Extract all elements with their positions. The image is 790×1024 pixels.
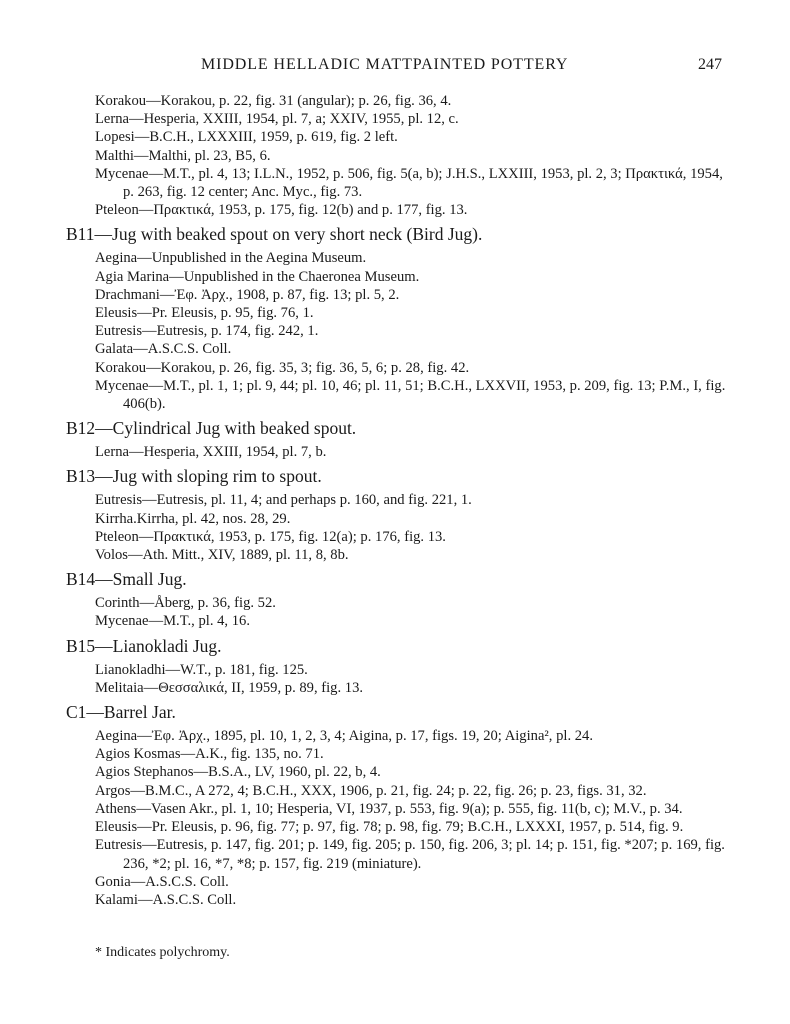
- section-heading: B14—Small Jug.: [66, 569, 187, 590]
- catalogue-entry: [0, 661, 728, 679]
- site-name: Malthi—: [95, 147, 149, 164]
- site-name: Eutresis—: [95, 492, 157, 509]
- site-name: Melitaia—: [95, 679, 159, 696]
- bibliographic-reference: Eutresis, pl. 11, 4; and perhaps p. 160, and fig. 221, 1.: [156, 492, 472, 509]
- bibliographic-reference: Hesperia, XXIII, 1954, pl. 7, b.: [143, 444, 327, 461]
- bibliographic-reference: B.S.A., LV, 1960, pl. 22, b, 4.: [208, 764, 381, 781]
- footnote: * Indicates polychromy.: [95, 945, 230, 960]
- site-name: Agios Stephanos—: [95, 764, 209, 781]
- bibliographic-reference: M.T., pl. 4, 16.: [163, 613, 250, 630]
- bibliographic-reference: A.S.C.S. Coll.: [152, 891, 237, 908]
- catalogue-entry: [0, 800, 728, 818]
- running-head: [0, 56, 790, 78]
- catalogue-entry: [0, 359, 728, 377]
- catalogue-entry: [0, 782, 728, 800]
- bibliographic-reference: Eutresis, p. 174, fig. 242, 1.: [156, 323, 319, 340]
- site-name: Kalami—: [95, 891, 153, 908]
- catalogue-section: [0, 223, 790, 413]
- site-name: Lianokladhi—: [95, 661, 181, 678]
- bibliographic-reference: Πρακτικά, 1953, p. 175, fig. 12(a); p. 176, fig. 13.: [153, 528, 446, 545]
- site-name: Drachmani—: [95, 286, 175, 303]
- bibliographic-reference: Pr. Eleusis, p. 96, fig. 77; p. 97, fig. 78; p. 98, fig. 79; B.C.H., LXXXI, 1957, p. 514, fig. 9.: [151, 819, 684, 836]
- catalogue-section: [0, 701, 790, 909]
- site-name: Pteleon—: [95, 202, 154, 219]
- bibliographic-reference: A.S.C.S. Coll.: [147, 341, 232, 358]
- bibliographic-reference: B.C.H., LXXXIII, 1959, p. 619, fig. 2 left.: [149, 129, 398, 146]
- bibliographic-reference: Hesperia, XXIII, 1954, pl. 7, a; XXIV, 1955, pl. 12, c.: [143, 111, 459, 128]
- catalogue-entry: [0, 528, 728, 546]
- bibliographic-reference: A.K., fig. 135, no. 71.: [195, 746, 324, 763]
- catalogue-section: [0, 635, 790, 697]
- catalogue-entry: [0, 679, 728, 697]
- catalogue-entry: [0, 836, 728, 872]
- site-name: Argos—: [95, 782, 146, 799]
- bibliographic-reference: Eutresis, p. 147, fig. 201; p. 149, fig. 205; p. 150, fig. 206, 3; pl. 14; p. 151, fig. *207; p. 169, fig. 236, *2; pl. 16, *7, *8; p. 157, fig. 219 (miniature).: [123, 837, 725, 872]
- bibliographic-reference: W.T., p. 181, fig. 125.: [180, 661, 308, 678]
- catalogue-body: [0, 92, 790, 909]
- catalogue-entry: [0, 546, 728, 564]
- bibliographic-reference: Kirrha, pl. 42, nos. 28, 29.: [136, 510, 291, 527]
- bibliographic-reference: Åberg, p. 36, fig. 52.: [154, 595, 276, 612]
- site-name: Agios Kosmas—: [95, 746, 196, 763]
- bibliographic-reference: M.T., pl. 4, 13; I.L.N., 1952, p. 506, fig. 5(a, b); J.H.S., LXXIII, 1953, pl. 2, 3; Πρακτικά, 1954, p. 263, fig. 12 center; Anc. Myc., fig. 73.: [123, 165, 723, 201]
- site-name: Agia Marina—: [95, 268, 184, 285]
- catalogue-entry: [0, 873, 728, 891]
- catalogue-section: [0, 568, 790, 630]
- section-heading: B11—Jug with beaked spout on very short neck (Bird Jug).: [66, 224, 483, 245]
- site-name: Eleusis—: [95, 819, 152, 836]
- site-name: Corinth—: [95, 595, 155, 612]
- catalogue-entry: [0, 763, 728, 781]
- catalogue-entry: [0, 594, 728, 612]
- section-heading: B13—Jug with sloping rim to spout.: [66, 466, 322, 487]
- catalogue-entry: [0, 818, 728, 836]
- site-name: Kirrha.: [95, 510, 137, 527]
- section-heading: B15—Lianokladi Jug.: [66, 635, 222, 656]
- bibliographic-reference: Malthi, pl. 23, B5, 6.: [148, 147, 271, 164]
- site-name: Galata—: [95, 341, 148, 358]
- running-title: MIDDLE HELLADIC MATTPAINTED POTTERY: [201, 56, 569, 73]
- section-heading: C1—Barrel Jar.: [66, 702, 176, 723]
- catalogue-entry: [0, 443, 728, 461]
- page-number: 247: [698, 56, 722, 73]
- catalogue-entry: [0, 201, 728, 219]
- catalogue-entry: [0, 110, 728, 128]
- catalogue-entry: [0, 304, 728, 322]
- catalogue-entry: [0, 491, 728, 509]
- catalogue-entry: [0, 286, 728, 304]
- catalogue-entry: [0, 165, 728, 201]
- site-name: Mycenae—: [95, 377, 164, 394]
- catalogue-entry: [0, 322, 728, 340]
- bibliographic-reference: Ἐφ. Ἀρχ., 1908, p. 87, fig. 13; pl. 5, 2.: [174, 286, 400, 303]
- bibliographic-reference: Πρακτικά, 1953, p. 175, fig. 12(b) and p. 177, fig. 13.: [153, 202, 468, 219]
- site-name: Lerna—: [95, 444, 144, 461]
- catalogue-entry: [0, 727, 728, 745]
- catalogue-entry: [0, 92, 728, 110]
- bibliographic-reference: Pr. Eleusis, p. 95, fig. 76, 1.: [151, 305, 314, 322]
- catalogue-entry: [0, 377, 728, 413]
- catalogue-entry: [0, 745, 728, 763]
- catalogue-entry: [0, 147, 728, 165]
- site-name: Mycenae—: [95, 165, 164, 182]
- site-name: Eutresis—: [95, 837, 157, 854]
- catalogue-entry: [0, 891, 728, 909]
- catalogue-entry: [0, 128, 728, 146]
- bibliographic-reference: Vasen Akr., pl. 1, 10; Hesperia, VI, 1937, p. 553, fig. 9(a); p. 555, fig. 11(b, c); M.V., p. 34.: [150, 800, 683, 817]
- site-name: Korakou—: [95, 359, 161, 376]
- bibliographic-reference: Unpublished in the Chaeronea Museum.: [183, 268, 420, 285]
- bibliographic-reference: Korakou, p. 22, fig. 31 (angular); p. 26, fig. 36, 4.: [160, 93, 452, 109]
- site-name: Pteleon—: [95, 528, 154, 545]
- bibliographic-reference: B.M.C., A 272, 4; B.C.H., XXX, 1906, p. 21, fig. 24; p. 22, fig. 26; p. 23, figs. 31, 32.: [145, 782, 647, 799]
- catalogue-entry: [0, 268, 728, 286]
- site-name: Lopesi—: [95, 129, 150, 146]
- site-name: Eutresis—: [95, 323, 157, 340]
- bibliographic-reference: M.T., pl. 1, 1; pl. 9, 44; pl. 10, 46; pl. 11, 51; B.C.H., LXXVII, 1953, p. 209, fig. 13; P.M., I, fig. 406(b).: [123, 377, 726, 413]
- catalogue-entry: [0, 249, 728, 267]
- site-name: Mycenae—: [95, 613, 164, 630]
- bibliographic-reference: Ath. Mitt., XIV, 1889, pl. 11, 8, 8b.: [142, 547, 349, 564]
- bibliographic-reference: Unpublished in the Aegina Museum.: [151, 250, 367, 267]
- bibliographic-reference: Ἐφ. Ἀρχ., 1895, pl. 10, 1, 2, 3, 4; Aigina, p. 17, figs. 19, 20; Aigina², pl. 24.: [151, 728, 593, 745]
- catalogue-entry: [0, 510, 728, 528]
- catalogue-entry: [0, 340, 728, 358]
- site-name: Volos—: [95, 547, 143, 564]
- site-name: Aegina—: [95, 728, 152, 745]
- catalogue-entry: [0, 612, 728, 630]
- catalogue-section: [0, 417, 790, 461]
- site-name: Athens—: [95, 800, 151, 817]
- bibliographic-reference: Θεσσαλικά, II, 1959, p. 89, fig. 13.: [158, 679, 364, 696]
- bibliographic-reference: A.S.C.S. Coll.: [145, 873, 229, 890]
- site-name: Lerna—: [95, 111, 144, 128]
- site-name: Gonia—: [95, 873, 146, 890]
- site-name: Korakou—: [95, 93, 161, 109]
- catalogue-section: [0, 92, 790, 219]
- site-name: Eleusis—: [95, 305, 152, 322]
- site-name: Aegina—: [95, 250, 152, 267]
- section-heading: B12—Cylindrical Jug with beaked spout.: [66, 418, 357, 439]
- bibliographic-reference: Korakou, p. 26, fig. 35, 3; fig. 36, 5, 6; p. 28, fig. 42.: [160, 359, 470, 376]
- catalogue-section: [0, 465, 790, 564]
